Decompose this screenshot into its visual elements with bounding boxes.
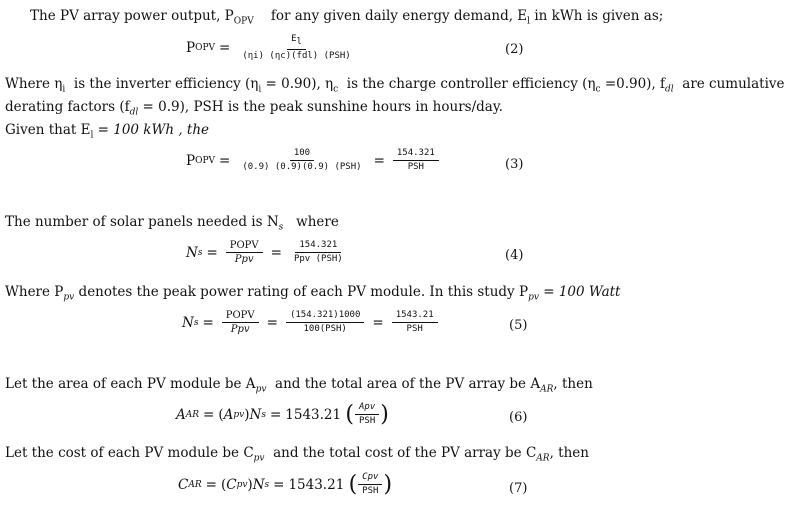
equation-2: P OPV = $\frac{E_l}{\text{(ηi) (ηc)(fdl) (PSH)}}$ <box>186 34 351 61</box>
where-line-2: derating factors $(f_{dl} = 0.9)$, PSH is the peak sunshine hours in hours/day. <box>5 99 503 118</box>
equation-number-5: (5) <box>509 318 528 333</box>
equation-number-7: (7) <box>509 481 528 496</box>
given-line: Given that $E_l = 100$ kWh , the <box>5 122 210 141</box>
equation-number-4: (4) <box>505 248 524 263</box>
equation-number-2: (2) <box>505 42 524 57</box>
equation-number-3: (3) <box>505 157 524 172</box>
equation-7: C AR = ( C pv ) N s = 1543.21 ( $\frac{\text{Cpv}}{\text{PSH}}$ ) <box>178 471 393 497</box>
equation-5: N s = $\frac{\text{POPV}}{\text{Ppv}}$ = $\frac{(154.321)1000}{\text{100(PSH)}}$ = $\frac{1543.21}{\text{PSH}}$ <box>182 310 442 335</box>
equation-3: P OPV = $\frac{100}{\text{(0.9) (0.9)(0.9) (PSH)}}$ = $\frac{154.321}{\text{PSH}}$ <box>186 148 443 173</box>
equation-4: N s = $\frac{\text{POPV}}{\text{Ppv}}$ = $\frac{154.321}{\text{Ppv (PSH)}}$ <box>186 240 343 265</box>
ppv-line: Where $P_{pv}$ denotes the peak power rating of each PV module. In this study $P_{pv} = 100$ Watt <box>5 284 621 303</box>
cost-line: Let the cost of each PV module be $C_{pv}$ and the total cost of the PV array be $C_{AR}$, then <box>5 445 589 464</box>
panels-line: The number of solar panels needed is $N_s$ where <box>5 214 339 233</box>
equation-6: A AR = ( A pv ) N s = 1543.21 ( $\frac{\text{Apv}}{\text{PSH}}$ ) <box>176 401 389 427</box>
intro-line: The PV array power output, $P_{OPV}$ for any given daily energy demand, $E_l$ in kWh is given as; <box>30 8 664 27</box>
where-line-1: Where $\eta_i$ is the inverter efficiency $(\eta_i = 0.90)$, $\eta_c$ is the charge controller efficiency $(\eta_c =0.90)$, $f_{dl}$ are cumulative <box>5 76 785 95</box>
area-line: Let the area of each PV module be $A_{pv}$ and the total area of the PV array be $A_{AR}$, then <box>5 376 593 395</box>
equation-number-6: (6) <box>509 410 528 425</box>
